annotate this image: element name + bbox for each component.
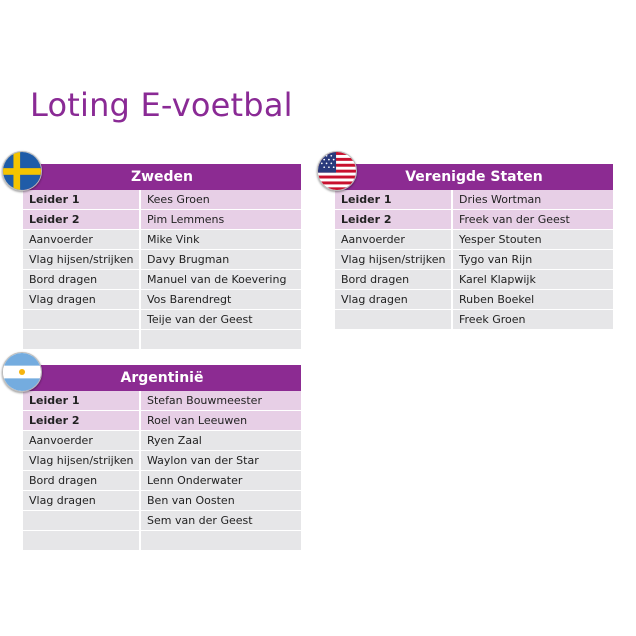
person-cell: Ben van Oosten [141, 491, 301, 510]
role-cell: Vlag dragen [335, 290, 453, 309]
person-cell: Davy Brugman [141, 250, 301, 269]
table-row [23, 190, 301, 210]
person-cell: Yesper Stouten [453, 230, 613, 249]
role-cell: Aanvoerder [335, 230, 453, 249]
person-cell: Kees Groen [141, 190, 301, 209]
team-header: Argentinië [23, 365, 301, 391]
role-cell [23, 531, 141, 550]
table-row [23, 491, 301, 511]
person-cell: Waylon van der Star [141, 451, 301, 470]
argentina-flag-icon [2, 352, 42, 392]
person-cell: Pim Lemmens [141, 210, 301, 229]
table-row [23, 230, 301, 250]
table-row [23, 451, 301, 471]
table-row [335, 290, 613, 310]
sweden-flag-icon [2, 151, 42, 191]
role-cell: Vlag dragen [23, 290, 141, 309]
table-row [23, 471, 301, 491]
person-cell: Dries Wortman [453, 190, 613, 209]
role-cell: Leider 1 [23, 190, 141, 209]
team-header: Verenigde Staten [335, 164, 613, 190]
person-cell: Roel van Leeuwen [141, 411, 301, 430]
team-table-verenigde-staten [335, 164, 613, 330]
table-row [335, 190, 613, 210]
table-row [23, 330, 301, 350]
table-row [23, 210, 301, 230]
role-cell: Leider 1 [335, 190, 453, 209]
role-cell [23, 330, 141, 349]
role-cell [23, 511, 141, 530]
table-row [335, 310, 613, 330]
person-cell: Freek van der Geest [453, 210, 613, 229]
person-cell: Teije van der Geest [141, 310, 301, 329]
person-cell: Manuel van de Koevering [141, 270, 301, 289]
person-cell [141, 531, 301, 550]
person-cell [141, 330, 301, 349]
table-row [23, 391, 301, 411]
role-cell: Vlag dragen [23, 491, 141, 510]
table-row [23, 411, 301, 431]
table-row [335, 250, 613, 270]
usa-flag-icon [317, 151, 357, 191]
role-cell: Bord dragen [23, 270, 141, 289]
person-cell: Tygo van Rijn [453, 250, 613, 269]
role-cell: Vlag hijsen/strijken [335, 250, 453, 269]
table-row [23, 250, 301, 270]
person-cell: Sem van der Geest [141, 511, 301, 530]
role-cell: Bord dragen [23, 471, 141, 490]
person-cell: Stefan Bouwmeester [141, 391, 301, 410]
role-cell: Aanvoerder [23, 230, 141, 249]
table-row [23, 290, 301, 310]
table-row [23, 531, 301, 551]
person-cell: Ryen Zaal [141, 431, 301, 450]
role-cell: Leider 1 [23, 391, 141, 410]
team-table-argentinie [23, 365, 301, 551]
table-row [23, 431, 301, 451]
role-cell [335, 310, 453, 329]
person-cell: Freek Groen [453, 310, 613, 329]
role-cell: Leider 2 [23, 411, 141, 430]
table-row [23, 511, 301, 531]
role-cell [23, 310, 141, 329]
person-cell: Lenn Onderwater [141, 471, 301, 490]
person-cell: Mike Vink [141, 230, 301, 249]
person-cell: Ruben Boekel [453, 290, 613, 309]
table-row [23, 310, 301, 330]
role-cell: Aanvoerder [23, 431, 141, 450]
table-row [335, 270, 613, 290]
table-row [335, 210, 613, 230]
role-cell: Vlag hijsen/strijken [23, 451, 141, 470]
table-row [23, 270, 301, 290]
role-cell: Leider 2 [335, 210, 453, 229]
role-cell: Bord dragen [335, 270, 453, 289]
table-row [335, 230, 613, 250]
role-cell: Leider 2 [23, 210, 141, 229]
person-cell: Karel Klapwijk [453, 270, 613, 289]
team-table-zweden [23, 164, 301, 350]
role-cell: Vlag hijsen/strijken [23, 250, 141, 269]
person-cell: Vos Barendregt [141, 290, 301, 309]
page-title: Loting E-voetbal [30, 86, 293, 124]
team-header: Zweden [23, 164, 301, 190]
